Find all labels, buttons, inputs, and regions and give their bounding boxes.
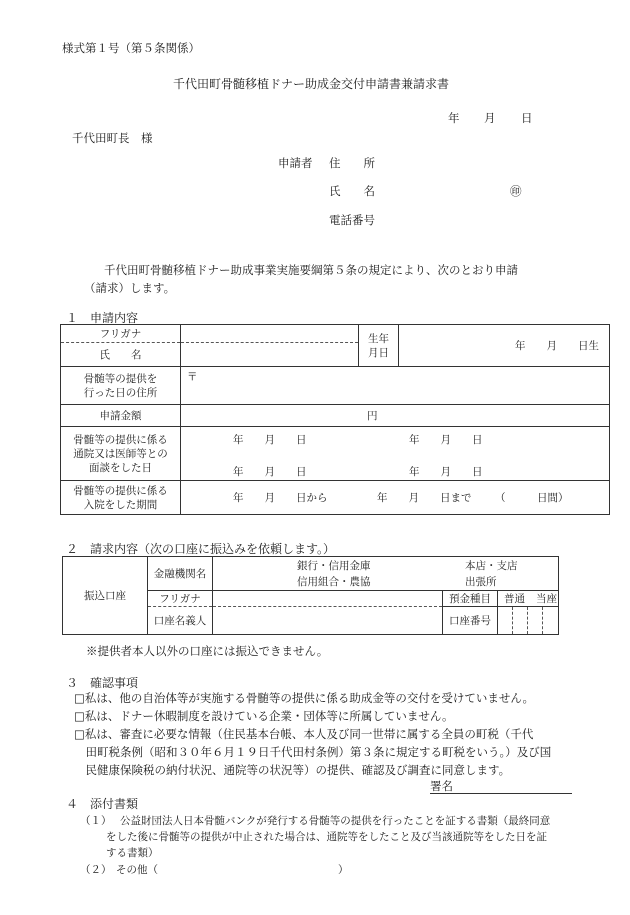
applicant-address-label: 住 所 (329, 156, 375, 170)
attachment-1-line-3: する書類） (106, 847, 159, 859)
furigana-field[interactable] (181, 325, 359, 343)
address-field[interactable] (181, 367, 610, 405)
furigana-label: フリガナ (61, 325, 181, 343)
stay-to: 年 月 日まで (377, 492, 472, 504)
account-table (62, 556, 559, 635)
birth-label-2: 月日 (368, 346, 389, 359)
amount-unit: 円 (367, 409, 378, 422)
account-digit-3[interactable] (528, 607, 543, 635)
address-label (61, 367, 181, 405)
date-month: 月 (484, 111, 496, 125)
stay-label-2: 入院をした期間 (83, 498, 158, 511)
deposit-type-label: 預金種目 (443, 591, 498, 607)
confirm-item-3-cont-2: 民健康保険税の納付状況、通院等の状況等）の提供、確認及び調査に同意します。 (74, 763, 511, 777)
addressee: 千代田町長 様 (72, 131, 153, 145)
visit-label-3: 面談をした日 (89, 461, 152, 474)
seal-mark: ㊞ (510, 184, 522, 198)
amount-label: 申請金額 (61, 405, 181, 427)
date-year: 年 (448, 111, 460, 125)
deposit-current[interactable]: 当座 (536, 593, 557, 605)
visit-dates-field[interactable] (181, 427, 610, 481)
visit-label (61, 427, 181, 481)
furigana-label-2: フリガナ (148, 591, 213, 607)
attachment-2-number: （２） (80, 864, 112, 876)
stay-label (61, 481, 181, 515)
bank-types-1: 銀行・信用金庫 (297, 560, 371, 572)
intro-line-2: （請求）します。 (84, 281, 176, 295)
phone-label: 電話番号 (329, 213, 375, 227)
stay-days: （ 日間） (495, 492, 569, 504)
applicant-label: 申請者 (278, 156, 313, 170)
section2-heading: ２ 請求内容（次の口座に振込みを依頼します。） (66, 542, 336, 556)
account-digit-4[interactable] (543, 607, 559, 635)
signature-line[interactable] (430, 793, 572, 794)
bank-label: 金融機関名 (148, 557, 213, 591)
address-label-2: 行った日の住所 (83, 386, 158, 399)
form-title: 千代田町骨髄移植ドナー助成金交付申請書兼請求書 (173, 77, 450, 91)
account-label: 振込口座 (63, 557, 148, 635)
branch-types-1: 本店・支店 (465, 560, 518, 572)
stay-from: 年 月 日から (233, 492, 328, 504)
amount-field[interactable] (181, 405, 610, 427)
postal-mark: 〒 (187, 371, 198, 383)
account-note: ※提供者本人以外の口座には振込できません。 (86, 644, 329, 658)
intro-line-1: 千代田町骨髄移植ドナー助成事業実施要綱第５条の規定により、次のとおり申請 (104, 263, 518, 277)
deposit-normal[interactable]: 普通 (504, 593, 525, 605)
attachment-1-line-2: をした後に骨髄等の提供が中止された場合は、通院等をしたこと及び当該通院等をした日を証 (106, 831, 547, 843)
attachment-2-text: その他（ (116, 864, 158, 876)
applicant-name-label: 氏 名 (329, 184, 375, 198)
birth-label-1: 生年 (368, 332, 389, 345)
application-table (60, 324, 610, 515)
deposit-type-field[interactable] (498, 591, 559, 607)
bank-types-2: 信用組合・農協 (297, 576, 371, 588)
signature-label: 署名 (430, 779, 453, 793)
confirm-item-2[interactable]: □私は、ドナー休暇制度を設けている企業・団体等に所属していません。 (74, 709, 454, 723)
stay-label-1: 骨髄等の提供に係る (73, 484, 168, 497)
address-label-1: 骨髄等の提供を (83, 372, 158, 385)
attachment-2-close: ） (338, 864, 349, 876)
section4-heading: ４ 添付書類 (66, 797, 139, 811)
holder-furigana-field[interactable] (213, 591, 443, 607)
visit-date-2: 年 月 日 (409, 434, 483, 446)
bank-field[interactable] (213, 557, 559, 591)
attachment-1-number: （１） (80, 815, 112, 827)
visit-date-4: 年 月 日 (409, 466, 483, 478)
holder-field[interactable] (213, 607, 443, 635)
account-digit-2[interactable] (513, 607, 528, 635)
stay-period-field[interactable] (181, 481, 610, 515)
section1-heading: １ 申請内容 (66, 311, 139, 325)
confirm-item-1[interactable]: □私は、他の自治体等が実施する骨髄等の提供に係る助成金等の交付を受けていません。 (74, 691, 535, 705)
date-day: 日 (521, 111, 533, 125)
account-digit-1[interactable] (498, 607, 513, 635)
visit-date-3: 年 月 日 (233, 466, 307, 478)
name-field[interactable] (181, 343, 359, 367)
visit-label-2: 通院又は医師等との (73, 447, 168, 460)
visit-label-1: 骨髄等の提供に係る (73, 433, 168, 446)
confirm-item-3-cont-1: 田町税条例（昭和３０年６月１９日千代田村条例）第３条に規定する町税をいう。）及び国 (74, 745, 552, 759)
attachment-1-line-1: 公益財団法人日本骨髄バンクが発行する骨髄等の提供を行ったことを証する書類（最終同意 (120, 815, 551, 827)
section3-heading: ３ 確認事項 (66, 676, 139, 690)
form-number: 様式第１号（第５条関係） (62, 41, 200, 55)
visit-date-1: 年 月 日 (233, 434, 307, 446)
name-label: 氏 名 (61, 343, 181, 367)
branch-types-2: 出張所 (465, 576, 497, 588)
birth-date-field[interactable]: 年 月 日生 (399, 325, 610, 367)
holder-label: 口座名義人 (148, 607, 213, 635)
birth-label (359, 325, 399, 367)
account-no-label: 口座番号 (443, 607, 498, 635)
confirm-item-3[interactable]: □私は、審査に必要な情報（住民基本台帳、本人及び同一世帯に属する全員の町税（千代 (74, 727, 534, 741)
